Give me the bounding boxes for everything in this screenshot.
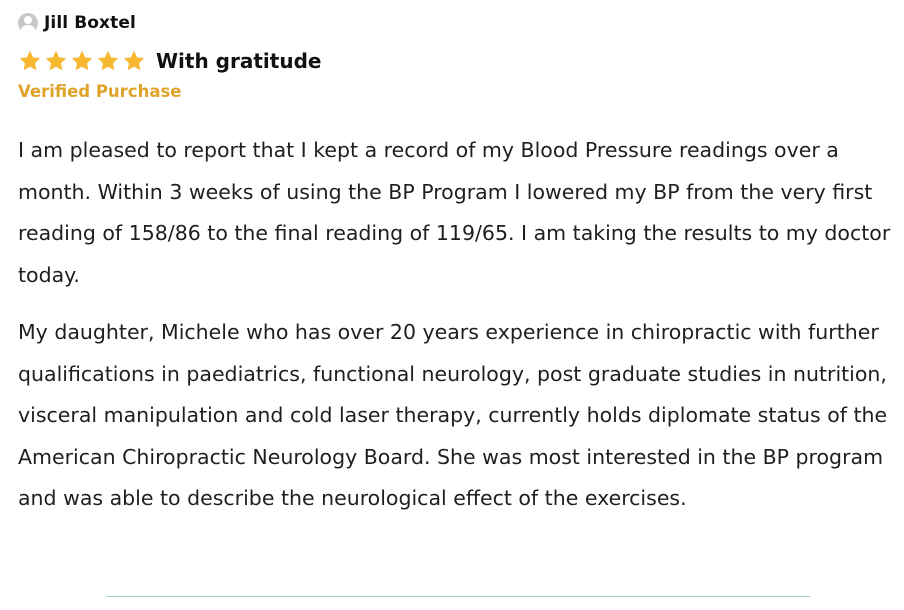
reviewer-name: Jill Boxtel [44, 13, 136, 33]
star-icon [122, 49, 146, 73]
star-icon [44, 49, 68, 73]
divider [106, 596, 810, 597]
star-icon [18, 49, 42, 73]
reviewer-row [18, 8, 894, 38]
user-avatar-icon [18, 13, 38, 33]
star-icon [96, 49, 120, 73]
review-paragraph: I am pleased to report that I kept a record of my Blood Pressure readings over a month. Within 3 weeks of using the BP Program I lowered my BP from the very first reading of 158/86 to the final reading of 119/65. I am taking the results to my doctor today. [18, 138, 891, 287]
rating-title-row [18, 44, 894, 78]
review-title: With gratitude [156, 49, 322, 73]
review-card [18, 8, 894, 536]
review-paragraph: My daughter, Michele who has over 20 years experience in chiropractic with further qualifications in paediatrics, functional neurology, post graduate studies in nutrition, visceral manipulation and cold laser therapy, currently holds diplomate status of the American Chiropractic Neurology Board. She was most interested in the BP program and was able to describe the neurological effect of the exercises. [18, 320, 888, 510]
verified-purchase-badge: Verified Purchase [18, 82, 182, 101]
star-icon [70, 49, 94, 73]
star-rating [18, 49, 148, 73]
review-body [18, 130, 894, 520]
